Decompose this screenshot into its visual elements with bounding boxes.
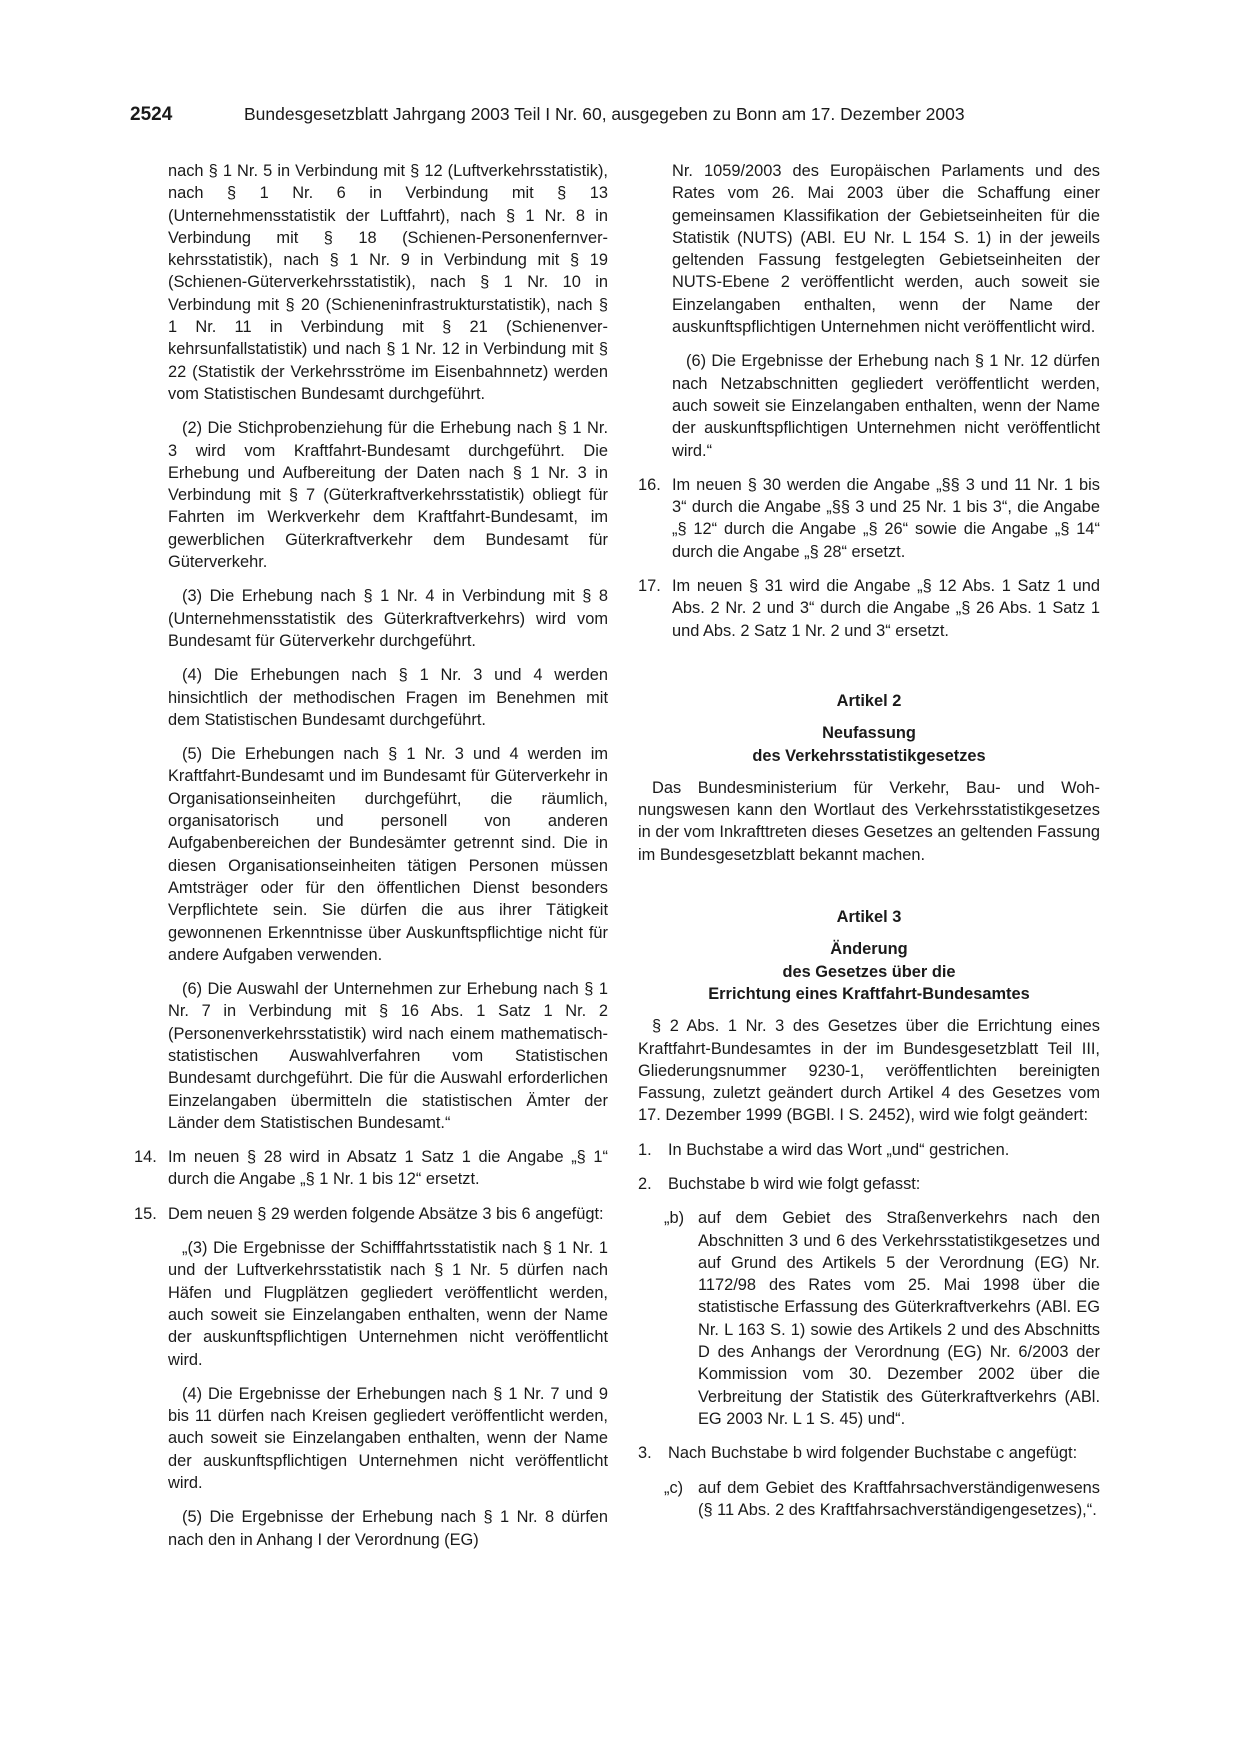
item-text: Im neuen § 30 werden die Angabe „§§ 3 und 11 Nr. 1 bis 3“ durch die Angabe „§§ 3 und 25 Nr. 1 bis 3“, die Angabe „§ 12“ durch die Angabe „§ 26“ sowie die Angabe „§ 14“ durch die Angabe „§ 28“ ersetzt. <box>672 475 1100 561</box>
quoted-abs-4: (4) Die Ergebnisse der Erhebungen nach § 1 Nr. 7 und 9 bis 11 dürfen nach Kreisen gegliedert veröffentlicht werden, auch soweit sie Einzelangaben enthalten, wenn der Name der auskunftspflichtigen Unternehmen nicht veröffentlicht wird. <box>168 1384 608 1493</box>
article-2-title <box>638 722 1100 767</box>
paragraph-abs-4: (4) Die Erhebungen nach § 1 Nr. 3 und 4 werden hinsichtlich der methodischen Fragen im Benehmen mit dem Statistischen Bundesamt durchgeführt. <box>168 666 608 729</box>
article-3-title-line-1: Änderung <box>830 940 908 959</box>
item-number: 14. <box>134 1148 157 1167</box>
running-title: Bundesgesetzblatt Jahrgang 2003 Teil I Nr. 60, ausgegeben zu Bonn am 17. Dezember 2003 <box>244 104 965 124</box>
item-text: Buchstabe b wird wie folgt gefasst: <box>668 1174 921 1193</box>
list-item-14 <box>134 1146 608 1191</box>
quoted-abs-5: (5) Die Ergebnisse der Erhebung nach § 1 Nr. 8 dürfen nach den in Anhang I der Verordnung (EG) <box>168 1508 608 1549</box>
item-number: 3. <box>638 1444 652 1463</box>
quoted-abs-3: „(3) Die Ergebnisse der Schifffahrtsstatistik nach § 1 Nr. 1 und der Luftverkehrsstatistik nach § 1 Nr. 5 dürfen nach Häfen und Flugplätzen gegliedert veröffentlicht werden, auch soweit sie Einzelangaben enthalten, wenn der Name der auskunftspflichtigen Unternehmen nicht veröffentlicht wird. <box>168 1239 608 1369</box>
quoted-abs-6: (6) Die Ergebnisse der Erhebung nach § 1 Nr. 12 dürfen nach Netzabschnitten gegliedert veröffentlicht werden, auch soweit sie Einzelangaben enthalten, wenn der Name der auskunftspflichtigen Unternehmen nicht veröffentlicht wird.“ <box>672 352 1100 460</box>
article-3-label: Artikel 3 <box>836 908 902 927</box>
page-header <box>130 104 1110 132</box>
article-2-text: Das Bundesministerium für Verkehr, Bau- und Wohnungswesen kann den Wortlaut des Verkehrsstatistikgesetzes in der vom Inkrafttreten dieses Gesetzes an geltenden Fassung im Bundesgesetzblatt bekannt machen. <box>638 778 1100 864</box>
left-column <box>134 160 608 1563</box>
sub-text: auf dem Gebiet des Straßenverkehrs nach den Abschnitten 3 und 6 des Verkehrsstatistikgesetzes und auf Grund des Artikels 5 der Verordnung (EG) Nr. 1172/98 des Rates vom 25. Mai 1998 über die statistische Erfassung des Güterkraftverkehrs (ABl. EG Nr. L 163 S. 1) sowie des Artikels 2 und des Abschnitts D des Anhangs der Verordnung (EG) Nr. 6/2003 der Kommission vom 30. Dezember 2002 über die Verbreitung der Statistik des Güterkraftverkehrs (ABl. EG 2003 Nr. L 1 S. 45) und“. <box>698 1209 1100 1428</box>
article-3-sub-b <box>664 1207 1100 1430</box>
article-2-title-line-1: Neufassung <box>822 724 916 743</box>
article-3-title-line-3: Errichtung eines Kraftfahrt-Bundesamtes <box>708 984 1030 1003</box>
quoted-continuation-block <box>638 160 1100 462</box>
article-3-item-3 <box>638 1442 1100 1464</box>
item-number: 2. <box>638 1174 652 1193</box>
item-text: Nach Buchstabe b wird folgender Buchstabe c angefügt: <box>668 1444 1078 1463</box>
article-3-intro: § 2 Abs. 1 Nr. 3 des Gesetzes über die Errichtung eines Kraftfahrt-Bundesamtes in der im Bundesgesetzblatt Teil III, Gliederungsnummer 9230-1, veröffentlichten bereinigten Fassung, zuletzt geändert durch Artikel 4 des Gesetzes vom 17. Dezember 1999 (BGBl. I S. 2452), wird wie folgt geändert: <box>638 1017 1100 1125</box>
list-item-16 <box>638 474 1100 563</box>
quoted-abs-5-continued: Nr. 1059/2003 des Europäischen Parlaments und des Rates vom 26. Mai 2003 über die Schaffung einer gemeinsamen Klassifikation der Gebietseinheiten für die Statistik (NUTS) (ABl. EU Nr. L 154 S. 1) in der jeweils geltenden Fassung festgelegten Gebietseinheiten der NUTS-Ebene 2 veröffentlicht werden, auch soweit sie Einzelangaben enthalten, wenn der Name der auskunftspflichtigen Unternehmen nicht veröffentlicht wird. <box>672 162 1100 337</box>
item-text: Im neuen § 31 wird die Angabe „§ 12 Abs. 1 Satz 1 und Abs. 2 Nr. 2 und 3“ durch die Angabe „§ 26 Abs. 1 Satz 1 und Abs. 2 Satz 1 Nr. 2 und 3“ ersetzt. <box>672 577 1100 640</box>
paragraph-abs-5: (5) Die Erhebungen nach § 1 Nr. 3 und 4 werden im Kraftfahrt-Bundesamt und im Bundesamt für Güterverkehr in Organisationseinheiten durchgeführt, die räumlich, organisatorisch und personell von anderen Aufgabenbereichen der Bundesämter getrennt sind. Die in diesen Organisationseinheiten tätigen Personen müssen Amtsträger oder für den öffentlichen Dienst besonders Verpflichtete sein. Sie dürfen die aus ihrer Tätigkeit gewonnenen Erkenntnisse über Auskunftspflichtige nicht für andere Aufgaben verwenden. <box>168 745 608 964</box>
sub-letter: „c) <box>664 1478 684 1497</box>
item-number: 17. <box>638 577 661 596</box>
right-column <box>638 160 1100 1533</box>
item-text: In Buchstabe a wird das Wort „und“ gestrichen. <box>668 1140 1010 1159</box>
list-item-17 <box>638 575 1100 642</box>
item-number: 1. <box>638 1140 652 1159</box>
sub-text: auf dem Gebiet des Kraftfahrsachverständigenwesens (§ 11 Abs. 2 des Kraftfahrsachverständigengesetzes),“. <box>698 1478 1100 1519</box>
article-3-item-2 <box>638 1173 1100 1195</box>
list-item-15 <box>134 1203 608 1225</box>
item-number: 16. <box>638 475 661 494</box>
article-3-title <box>638 938 1100 1005</box>
article-2-title-line-2: des Verkehrsstatistikgesetzes <box>752 746 986 765</box>
paragraph-abs-2: (2) Die Stichprobenziehung für die Erhebung nach § 1 Nr. 3 wird vom Kraftfahrt-Bundesamt durchgeführt. Die Erhebung und Aufbereitung der Daten nach § 1 Nr. 3 in Verbindung mit § 7 (Güterkraftverkehrsstatistik) obliegt für Fahrten im Werkverkehr dem Kraftfahrt-Bundesamt, im gewerblichen Güterkraftverkehr dem Bundesamt für Güterverkehr. <box>168 419 608 572</box>
item-number: 15. <box>134 1204 157 1223</box>
article-3-item-1 <box>638 1139 1100 1161</box>
paragraph-abs-3: (3) Die Erhebung nach § 1 Nr. 4 in Verbindung mit § 8 (Unternehmensstatistik des Güterkraftverkehrs) wird vom Bundesamt für Güterverkehr durchgeführt. <box>168 587 608 650</box>
paragraph-intro: nach § 1 Nr. 5 in Verbindung mit § 12 (Luftverkehrsstatistik), nach § 1 Nr. 6 in Verbindung mit § 13 (Unternehmensstatistik der Luftfahrt), nach § 1 Nr. 8 in Verbindung mit § 18 (Schienen-Personenfernverkehrsstatistik), nach § 1 Nr. 9 in Verbindung mit § 19 (Schienen-Güterverkehrsstatistik), nach § 1 Nr. 10 in Verbindung mit § 20 (Schieneninfrastrukturstatistik), nach § 1 Nr. 11 in Verbindung mit § 21 (Schienenverkehrsunfallstatistik) und nach § 1 Nr. 12 in Verbindung mit § 22 (Statistik der Verkehrsströme im Eisenbahnnetz) werden vom Statistischen Bundesamt durchgeführt. <box>168 162 608 403</box>
paragraph-abs-6: (6) Die Auswahl der Unternehmen zur Erhebung nach § 1 Nr. 7 in Verbindung mit § 16 Abs. 1 Satz 1 Nr. 2 (Personenverkehrsstatistik) wird nach einem mathematisch-statistischen Auswahlverfahren vom Statistischen Bundesamt durchgeführt. Die für die Auswahl erforderlichen Einzelangaben übermitteln die statistischen Ämter der Länder dem Statistischen Bundesamt.“ <box>168 980 608 1132</box>
article-3-title-line-2: des Gesetzes über die <box>782 962 956 981</box>
article-2-label: Artikel 2 <box>836 691 902 710</box>
sub-letter: „b) <box>664 1209 685 1228</box>
item-text: Dem neuen § 29 werden folgende Absätze 3 bis 6 angefügt: <box>168 1204 604 1223</box>
item-text: Im neuen § 28 wird in Absatz 1 Satz 1 die Angabe „§ 1“ durch die Angabe „§ 1 Nr. 1 bis 12“ ersetzt. <box>168 1148 608 1189</box>
page-number: 2524 <box>130 104 173 125</box>
article-3-sub-c <box>664 1477 1100 1522</box>
